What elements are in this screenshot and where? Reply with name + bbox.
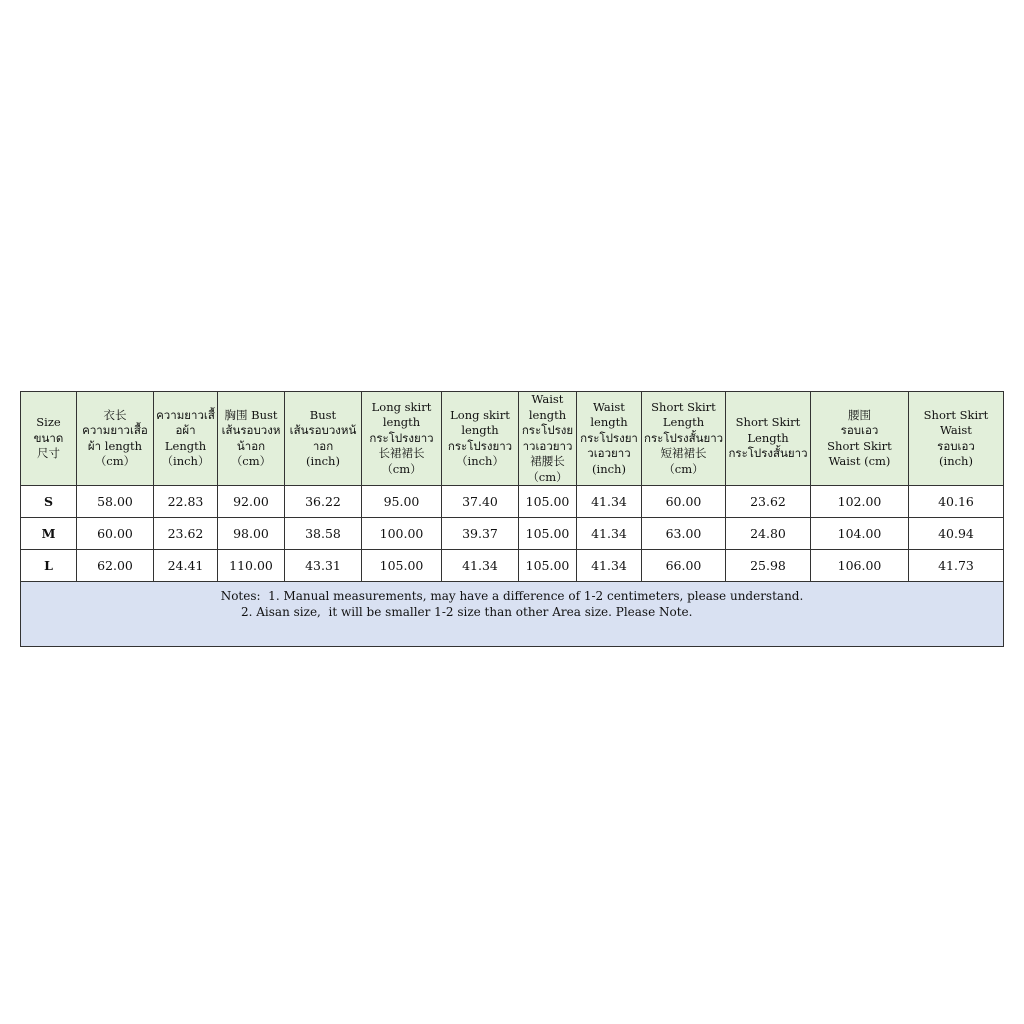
column-header: [21, 392, 77, 486]
header-line: น้าอก: [236, 438, 266, 453]
measurement-cell: 25.98: [726, 550, 811, 582]
header-line: Short Skirt: [827, 438, 892, 453]
header-line: length: [461, 423, 499, 437]
header-line: Bust: [309, 407, 337, 422]
header-line: Length: [164, 438, 207, 453]
column-header: [909, 392, 1004, 486]
header-line: กระโปรงยาว: [369, 430, 434, 445]
measurement-cell: 105.00: [519, 550, 577, 582]
header-line: 腰围: [848, 407, 871, 422]
header-line: Long skirt: [371, 399, 432, 414]
header-line: Size: [36, 415, 61, 430]
size-label-cell: S: [21, 486, 77, 518]
header-line: (inch): [939, 454, 973, 468]
measurement-cell: 95.00: [362, 486, 442, 518]
header-line: length: [528, 407, 567, 422]
table-row: [21, 518, 1004, 550]
table-row: [21, 550, 1004, 582]
measurement-cell: 36.22: [285, 486, 362, 518]
measurement-cell: 24.80: [726, 518, 811, 550]
size-label-cell: M: [21, 518, 77, 550]
header-line: ความยาวเสื้: [156, 407, 215, 422]
column-header: [154, 392, 218, 486]
measurement-cell: 41.73: [909, 550, 1004, 582]
column-header: [285, 392, 362, 486]
table-body: [21, 486, 1004, 582]
measurement-cell: 40.94: [909, 518, 1004, 550]
header-line: กระโปรงยาว: [447, 438, 513, 453]
header-line: （cm）: [527, 469, 568, 484]
header-line: เส้นรอบวงหน้: [289, 423, 357, 437]
measurement-cell: 100.00: [362, 518, 442, 550]
header-line: กระโปรงยา: [580, 430, 638, 445]
header-line: 衣长: [103, 407, 127, 422]
column-header: [442, 392, 519, 486]
header-line: ความยาวเสื้อ: [82, 423, 148, 437]
header-line: (inch): [592, 461, 626, 476]
column-header: [519, 392, 577, 486]
header-line: อผ้า: [175, 423, 196, 437]
measurement-cell: 98.00: [218, 518, 285, 550]
header-line: Short Skirt: [923, 407, 989, 422]
measurement-cell: 105.00: [362, 550, 442, 582]
measurement-cell: 43.31: [285, 550, 362, 582]
measurement-cell: 60.00: [642, 486, 726, 518]
header-line: เส้นรอบวงห: [221, 423, 281, 437]
measurement-cell: 58.00: [77, 486, 154, 518]
measurement-cell: 63.00: [642, 518, 726, 550]
measurement-cell: 23.62: [154, 518, 218, 550]
header-line: length: [382, 415, 421, 430]
header-line: Length: [662, 415, 705, 430]
column-header: [362, 392, 442, 486]
header-line: （cm）: [94, 454, 136, 468]
table-row: [21, 486, 1004, 518]
header-line: length: [590, 415, 628, 430]
header-line: （cm）: [230, 454, 272, 468]
measurement-cell: 40.16: [909, 486, 1004, 518]
measurement-cell: 37.40: [442, 486, 519, 518]
measurement-cell: 105.00: [519, 486, 577, 518]
measurement-cell: 23.62: [726, 486, 811, 518]
header-line: กระโปรงสั้นยาว: [728, 446, 808, 461]
header-line: Waist: [531, 392, 564, 406]
measurement-cell: 38.58: [285, 518, 362, 550]
header-line: Length: [747, 430, 789, 445]
header-line: 尺寸: [37, 446, 60, 461]
measurement-cell: 102.00: [811, 486, 909, 518]
measurement-cell: 41.34: [577, 550, 642, 582]
header-line: Long skirt: [450, 407, 510, 422]
size-chart-table: [20, 391, 1004, 647]
measurement-cell: 106.00: [811, 550, 909, 582]
note-line-2: 2. Aisan size, it will be smaller 1-2 size than other Area size. Please Note.: [241, 605, 693, 619]
header-line: าวเอวยาว: [522, 438, 573, 453]
notes-row: [21, 582, 1004, 647]
size-label-cell: L: [21, 550, 77, 582]
header-row: [21, 392, 1004, 486]
column-header: [811, 392, 909, 486]
header-line: รอบเอว: [937, 438, 975, 453]
column-header: [642, 392, 726, 486]
measurement-cell: 41.34: [577, 486, 642, 518]
measurement-cell: 41.34: [442, 550, 519, 582]
header-line: Waist: [593, 399, 625, 414]
header-line: ขนาด: [33, 430, 64, 445]
header-line: รอบเอว: [840, 423, 879, 437]
measurement-cell: 104.00: [811, 518, 909, 550]
header-line: 裙腰长: [530, 454, 565, 468]
measurement-cell: 22.83: [154, 486, 218, 518]
header-line: ผ้า length: [87, 438, 143, 453]
header-line: กระโปรงสั้นยาว: [644, 430, 724, 445]
measurement-cell: 92.00: [218, 486, 285, 518]
header-line: าอก: [312, 438, 334, 453]
column-header: [77, 392, 154, 486]
measurement-cell: 105.00: [519, 518, 577, 550]
measurement-cell: 62.00: [77, 550, 154, 582]
measurement-cell: 41.34: [577, 518, 642, 550]
measurement-cell: 60.00: [77, 518, 154, 550]
column-header: [577, 392, 642, 486]
header-line: 胸围 Bust: [224, 407, 278, 422]
header-line: วเอวยาว: [587, 446, 631, 461]
header-line: （inch）: [456, 454, 504, 468]
header-line: Short Skirt: [651, 399, 716, 414]
column-header: [218, 392, 285, 486]
measurement-cell: 24.41: [154, 550, 218, 582]
header-line: （inch）: [161, 454, 210, 468]
header-line: （cm）: [663, 461, 704, 476]
notes-cell: [21, 582, 1004, 647]
header-line: （cm）: [381, 461, 422, 476]
measurement-cell: 39.37: [442, 518, 519, 550]
header-line: 短裙裙长: [660, 446, 707, 461]
header-line: 长裙裙长: [378, 446, 425, 461]
header-line: กระโปรงย: [521, 423, 574, 437]
header-line: Waist: [940, 423, 972, 437]
header-line: Waist (cm): [828, 454, 891, 468]
measurement-cell: 110.00: [218, 550, 285, 582]
header-line: (inch): [306, 454, 340, 468]
measurement-cell: 66.00: [642, 550, 726, 582]
header-line: Short Skirt: [735, 415, 801, 430]
column-header: [726, 392, 811, 486]
note-line-1: Notes: 1. Manual measurements, may have a difference of 1-2 centimeters, please understand.: [220, 589, 804, 603]
